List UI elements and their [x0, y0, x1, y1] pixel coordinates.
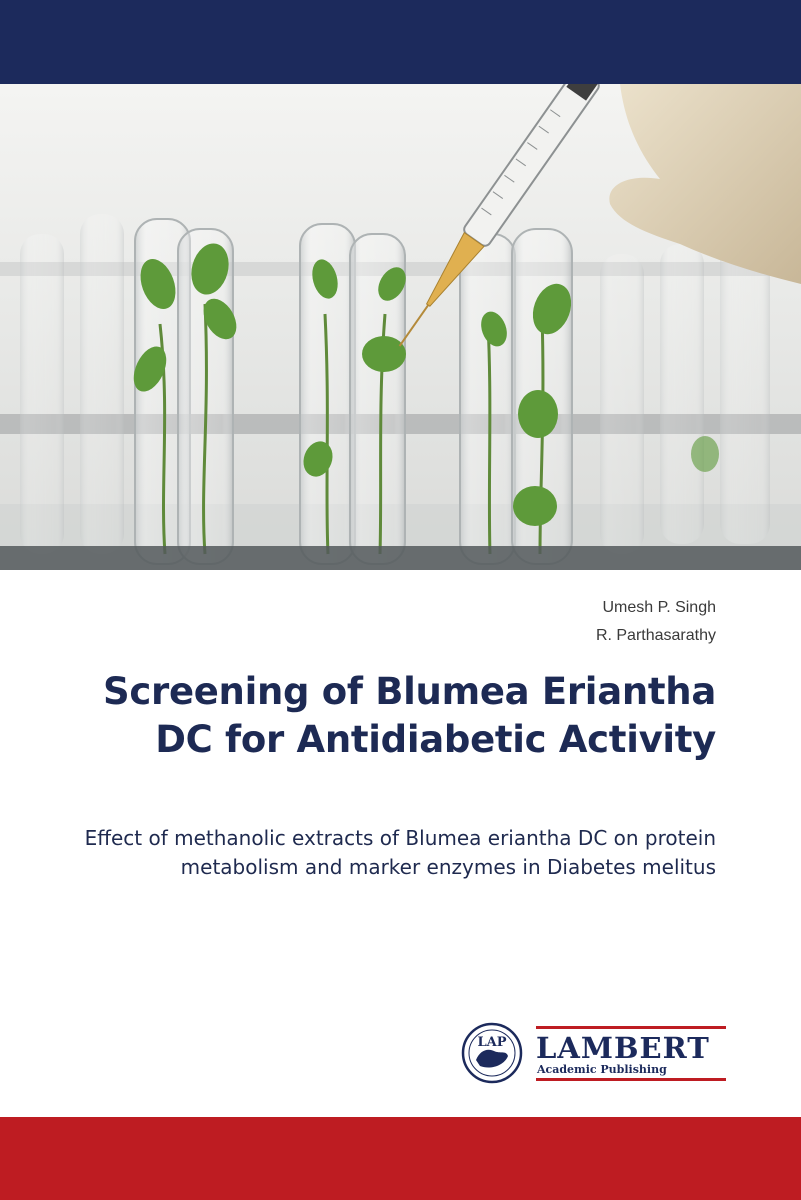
- publisher-seal-text: LAP: [477, 1035, 507, 1050]
- author-name: Umesh P. Singh: [602, 599, 716, 616]
- cover-photo-plant-test-tubes: [0, 84, 801, 570]
- author-list: [596, 594, 716, 650]
- bottom-color-band: [0, 1117, 801, 1200]
- author-name: R. Parthasarathy: [595, 627, 716, 644]
- book-title: Screening of Blumea Eriantha DC for Antidiabetic Activity: [103, 670, 716, 761]
- top-color-band: [0, 0, 801, 84]
- book-subtitle: Effect of methanolic extracts of Blumea eriantha DC on protein metabolism and marker enzymes in Diabetes melitus: [84, 826, 716, 879]
- publisher-tagline: Academic Publishing: [537, 1063, 667, 1076]
- publisher-logo: [460, 1020, 730, 1086]
- publisher-name: LAMBERT: [536, 1031, 710, 1065]
